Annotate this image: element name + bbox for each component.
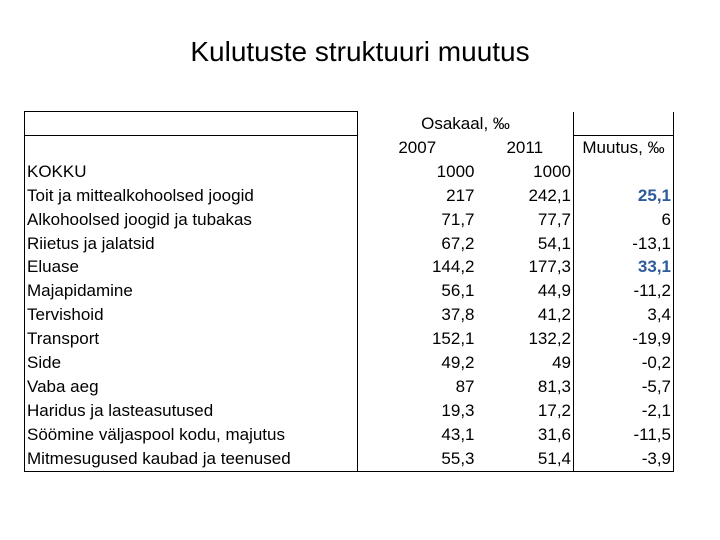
header-blank-cell: [25, 112, 358, 136]
value-change: -0,2: [574, 351, 674, 375]
value-2007: 71,7: [441, 209, 475, 229]
row-label: Toit ja mittealkohoolsed joogid: [25, 184, 358, 208]
header-change-label: Muutus, ‰: [574, 135, 674, 159]
value-change: -5,7: [574, 375, 674, 399]
value-2007: 19,3: [441, 400, 475, 420]
value-2007: 144,2: [431, 257, 475, 277]
value-2007: 67,2: [441, 233, 475, 253]
value-change: 25,1: [574, 184, 674, 208]
value-2011: 132,2: [528, 329, 571, 349]
table-row: [25, 447, 674, 471]
row-label: Mitmesugused kaubad ja teenused: [25, 447, 358, 471]
table-row: [25, 208, 674, 232]
row-label: Majapidamine: [25, 279, 358, 303]
value-2007: 56,1: [441, 281, 475, 301]
table-row: [25, 399, 674, 423]
value-change: [574, 160, 674, 184]
row-label: Söömine väljaspool kodu, majutus: [25, 423, 358, 447]
row-label: Haridus ja lasteasutused: [25, 399, 358, 423]
value-2007: 87: [455, 376, 475, 396]
table-row: [25, 327, 674, 351]
header-row-group: [25, 112, 674, 136]
value-2011: 49: [552, 353, 571, 373]
value-2011: 51,4: [477, 447, 574, 471]
value-2011: 44,9: [537, 281, 571, 301]
header-blank-cell: [25, 135, 358, 159]
value-change: -19,9: [574, 327, 674, 351]
table-row: [25, 255, 674, 279]
value-2011: 41,2: [537, 305, 571, 325]
value-2007: 217: [446, 185, 475, 205]
table-row: [25, 375, 674, 399]
table-row: [25, 184, 674, 208]
row-label: KOKKU: [25, 160, 358, 184]
value-change: -3,9: [574, 447, 674, 471]
value-2011: 1000: [533, 161, 571, 181]
header-share-label: Osakaal, ‰: [421, 113, 510, 133]
row-label: Side: [25, 351, 358, 375]
row-label: Tervishoid: [25, 303, 358, 327]
value-2011: 77,7: [537, 209, 571, 229]
spending-structure-table: [24, 111, 674, 472]
value-2011: 177,3: [528, 257, 571, 277]
value-change: 33,1: [574, 255, 674, 279]
header-year-2007: 2007: [398, 137, 437, 157]
header-row-years: [25, 135, 674, 159]
value-2011: 17,2: [537, 400, 571, 420]
table-row: [25, 279, 674, 303]
page-title: Kulutuste struktuuri muutus: [190, 36, 530, 67]
header-blank-change: [574, 112, 674, 136]
value-2007: 1000: [436, 161, 475, 181]
table-row: [25, 423, 674, 447]
value-change: -11,2: [574, 279, 674, 303]
row-label: Riietus ja jalatsid: [25, 232, 358, 256]
value-change: 3,4: [574, 303, 674, 327]
value-2011: 81,3: [537, 376, 571, 396]
value-2007: 43,1: [441, 424, 475, 444]
value-2011: 242,1: [528, 185, 571, 205]
row-label: Vaba aeg: [25, 375, 358, 399]
value-change: -2,1: [574, 399, 674, 423]
value-change: -13,1: [574, 232, 674, 256]
value-2007: 55,3: [358, 447, 477, 471]
table-row: [25, 160, 674, 184]
value-change: -11,5: [574, 423, 674, 447]
value-2011: 31,6: [537, 424, 571, 444]
table-row: [25, 303, 674, 327]
value-change: 6: [574, 208, 674, 232]
row-label: Eluase: [25, 255, 358, 279]
table-row: [25, 232, 674, 256]
table-row: [25, 351, 674, 375]
header-year-2011: 2011: [506, 137, 544, 157]
value-2007: 37,8: [441, 305, 475, 325]
value-2007: 152,1: [431, 329, 475, 349]
value-2011: 54,1: [537, 233, 571, 253]
row-label: Alkohoolsed joogid ja tubakas: [25, 208, 358, 232]
value-2007: 49,2: [441, 353, 475, 373]
row-label: Transport: [25, 327, 358, 351]
